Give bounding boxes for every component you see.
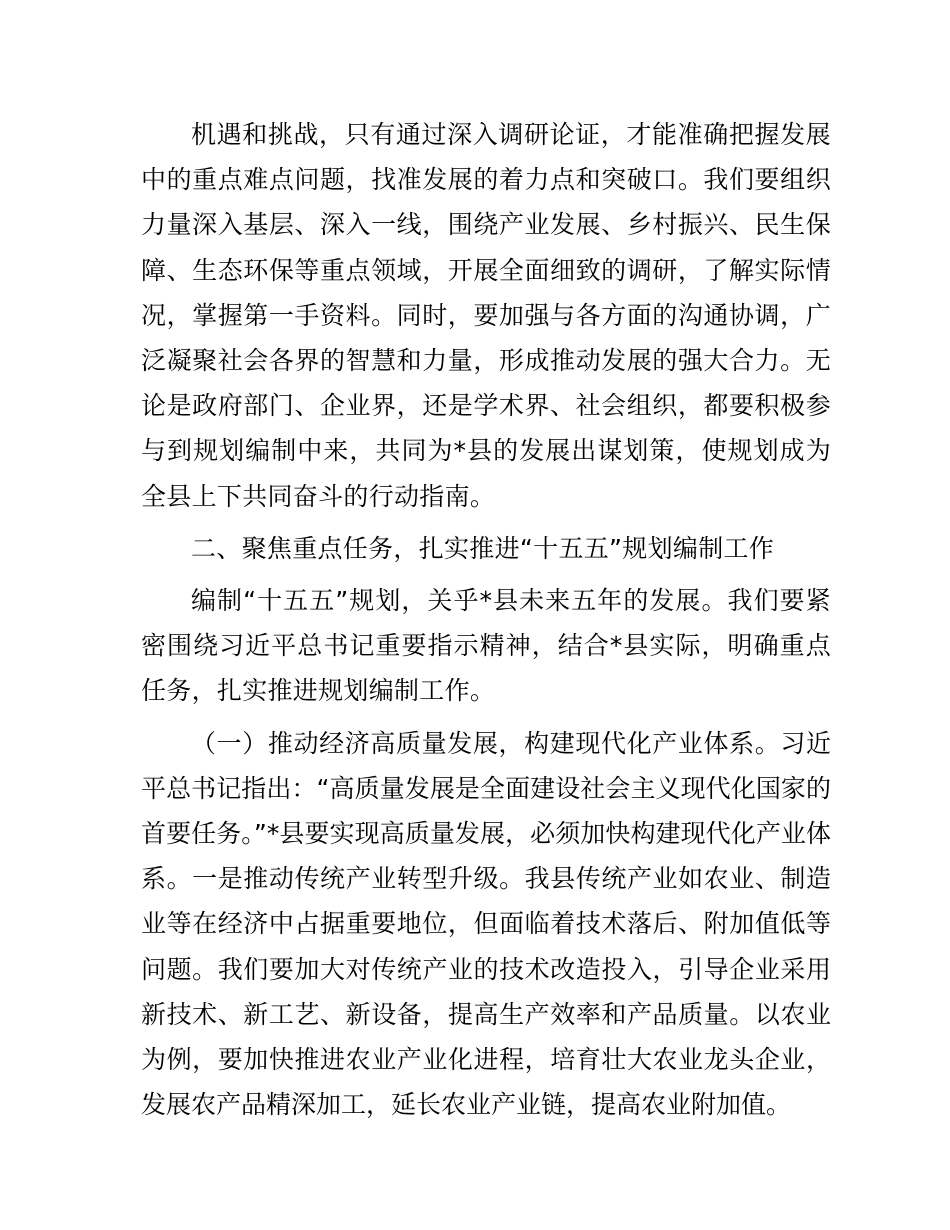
paragraph-economic-development: （一）推动经济高质量发展，构建现代化产业体系。习近平总书记指出：“高质量发展是全面建设社会主义现代化国家的首要任务。”*县要实现高质量发展，必须加快构建现代化产业体系。一是推动传统产业转型升级。我县传统产业如农业、制造业等在经济中占据重要地位，但面临着技术落后、附加值低等问题。我们要加大对传统产业的技术改造投入，引导企业采用新技术、新工艺、新设备，提高生产效率和产品质量。以农业为例，要加快推进农业产业化进程，培育壮大农业龙头企业，发展农产品精深加工，延长农业产业链，提高农业附加值。 bbox=[141, 728, 831, 1120]
paragraph-opportunities-challenges: 机遇和挑战，只有通过深入调研论证，才能准确把握发展中的重点难点问题，找准发展的着力点和突破口。我们要组织力量深入基层、深入一线，围绕产业发展、乡村振兴、民生保障、生态环保等重点领域，开展全面细致的调研，了解实际情况，掌握第一手资料。同时，要加强与各方面的沟通协调，广泛凝聚社会各界的智慧和力量，形成推动发展的强大合力。无论是政府部门、企业界，还是学术界、社会组织，都要积极参与到规划编制中来，共同为*县的发展出谋划策，使规划成为全县上下共同奋斗的行动指南。 bbox=[141, 120, 831, 511]
paragraph-plan-significance: 编制“十五五”规划，关乎*县未来五年的发展。我们要紧密围绕习近平总书记重要指示精神，结合*县实际，明确重点任务，扎实推进规划编制工作。 bbox=[141, 586, 831, 706]
section-heading-two: 二、聚焦重点任务，扎实推进“十五五”规划编制工作 bbox=[191, 533, 775, 563]
document-body bbox=[141, 112, 831, 1127]
